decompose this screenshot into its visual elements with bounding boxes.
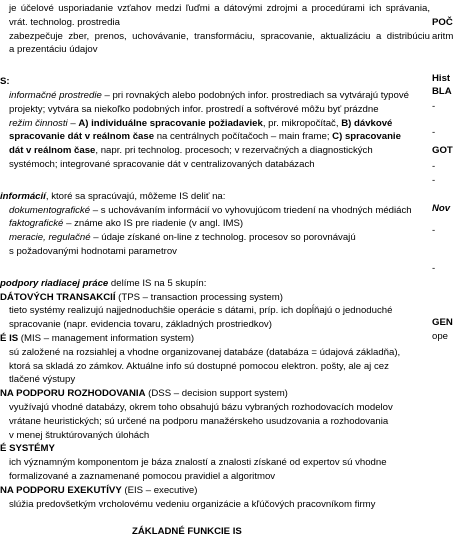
text: – <box>67 117 79 129</box>
footer-heading: ZÁKLADNÉ FUNKCIE IS <box>132 526 242 538</box>
text: – údaje získané on-line z technolog. procesov so porovnávajú <box>90 232 356 244</box>
right-col-text: POČ <box>432 17 453 28</box>
paragraph-line: spracovanie (napr. evidencia tovaru, základných prostriedkov) <box>9 319 272 331</box>
text-bold: NA PODPORU ROZHODOVANIA <box>0 388 146 400</box>
right-col-text: Hist <box>432 73 451 84</box>
text-bold: C) spracovanie <box>332 131 401 143</box>
text: (EIS – executive) <box>121 484 198 496</box>
main-column <box>0 2 430 539</box>
list-item <box>0 217 430 231</box>
text-bold: NA PODPORU EXEKUTÍVY <box>0 484 122 496</box>
right-col-text: GOT <box>432 145 453 156</box>
list-item-cont <box>0 130 430 144</box>
paragraph-line: ktorá sa skladá zo zámkov. Aktuálne info sú dostupné pomocou elektron. pošty, ale aj cez <box>9 360 389 372</box>
text: – pri rovnakých alebo podobných infor. prostrediach sa vytvárajú typové <box>101 89 409 101</box>
text: (MIS – management information system) <box>18 332 195 344</box>
list-item <box>0 231 430 245</box>
paragraph-line: formalizované a zaznamenané pomocou pravidiel a algoritmov <box>9 470 276 482</box>
paragraph-line: slúžia predovšetkým vrcholovému vedeniu organizácie a kľúčových pracovníkom firmy <box>9 498 376 510</box>
subsection-heading <box>0 291 430 305</box>
text: , napr. pri technolog. procesoch; v rezervačných a diagnostických <box>95 145 373 157</box>
list-item <box>0 204 430 218</box>
intro-line: vrát. technolog. prostredia <box>9 16 120 28</box>
right-col-text: - <box>432 175 436 186</box>
right-col-text: - <box>432 161 436 172</box>
paragraph-line: v menej štruktúrovaných úlohách <box>9 429 150 441</box>
text: – s uchovávaním informácií vo vyhovujúcom triedení na vhodných médiách <box>90 204 412 216</box>
term: režim činnosti <box>9 117 68 129</box>
paragraph-line: tieto systémy realizujú najjednoduchšie operácie s dátami, príp. ich dopĺňajú o jednoduché <box>9 305 393 317</box>
text-bold: A) individuálne spracovanie požiadaviek <box>78 117 263 129</box>
term: faktografické <box>9 218 64 230</box>
right-col-text: GEN <box>432 317 453 328</box>
text: , pr. mikropočítač, <box>262 117 342 129</box>
text-bold: É SYSTÉMY <box>0 443 55 455</box>
subsection-heading <box>0 332 430 346</box>
subsection-heading <box>0 484 430 498</box>
text: (TPS – transaction processing system) <box>115 291 283 303</box>
text-bold: spracovanie dát v reálnom čase <box>9 131 155 143</box>
section-heading <box>0 190 430 204</box>
text-bold: DÁTOVÝCH TRANSAKCIÍ <box>0 291 116 303</box>
text: na centrálnych počítačoch – main frame; <box>154 131 333 143</box>
subsection-heading <box>0 442 430 456</box>
text-bold: É IS <box>0 332 19 344</box>
term: informačné prostredie <box>9 89 102 101</box>
list-item-cont: systémoch; integrované spracovanie dát v centralizovaných databázach <box>9 158 315 170</box>
right-col-text: - <box>432 127 436 138</box>
right-col-text: aritm <box>432 31 453 42</box>
right-col-text: BLA <box>432 86 452 97</box>
section-heading <box>0 277 430 291</box>
list-item-cont: s požadovanými hodnotami parametrov <box>9 245 177 257</box>
subsection-heading <box>0 387 430 401</box>
text: , ktoré sa spracúvajú, môžeme IS deliť na: <box>45 190 226 202</box>
paragraph-line: vrátane heuristických; sú určené na podporu manažérskeho usudzovania a rozhodovania <box>9 415 389 427</box>
paragraph-line: tlačené výstupy <box>9 374 76 386</box>
paragraph-line: využívajú vhodné databázy, okrem toho obsahujú bázu vybraných rozhodovacích modelov <box>9 401 393 413</box>
text: – známe ako IS pre riadenie (v angl. IMS) <box>63 218 244 230</box>
text-bold: dát v reálnom čase <box>9 145 96 157</box>
intro-line: je účelové usporiadanie vzťahov medzi ľuďmi a dátovými zdrojmi a procedúrami ich správania, <box>9 3 430 14</box>
term: podpory riadiacej práce <box>0 277 109 289</box>
term: dokumentografické <box>9 204 91 216</box>
right-col-text: - <box>432 225 436 236</box>
right-col-text: - <box>432 263 436 274</box>
list-item-cont: projekty; vytvára sa niekoľko podobných infor. prostredí a softvérové môžu byť prázdne <box>9 103 379 115</box>
right-col-text: - <box>432 101 436 112</box>
right-col-text: ope <box>432 331 449 342</box>
list-item <box>0 89 430 103</box>
right-col-text: Nov <box>432 203 451 214</box>
text-bold: B) dávkové <box>341 117 393 129</box>
text: delíme IS na 5 skupín: <box>108 277 207 289</box>
list-item-cont <box>0 144 430 158</box>
paragraph-line: ich významným komponentom je báza znalostí a znalosti získané od expertov sú vhodne <box>9 457 387 469</box>
intro-line: zabezpečuje zber, prenos, uchovávanie, transformáciu, spracovanie, aktualizáciu a distribúciu <box>9 30 430 42</box>
paragraph-line: sú založené na rozsiahlej a vhodne organizovanej databáze (databáza = údajová základňa), <box>9 346 401 358</box>
right-column-cropped <box>432 0 451 531</box>
term: informácií <box>0 190 46 202</box>
section-heading: S: <box>0 76 10 88</box>
text: (DSS – decision support system) <box>145 388 288 400</box>
term: meracie, regulačné <box>9 232 91 244</box>
list-item <box>0 117 430 131</box>
intro-line: a prezentáciu údajov <box>9 44 98 56</box>
